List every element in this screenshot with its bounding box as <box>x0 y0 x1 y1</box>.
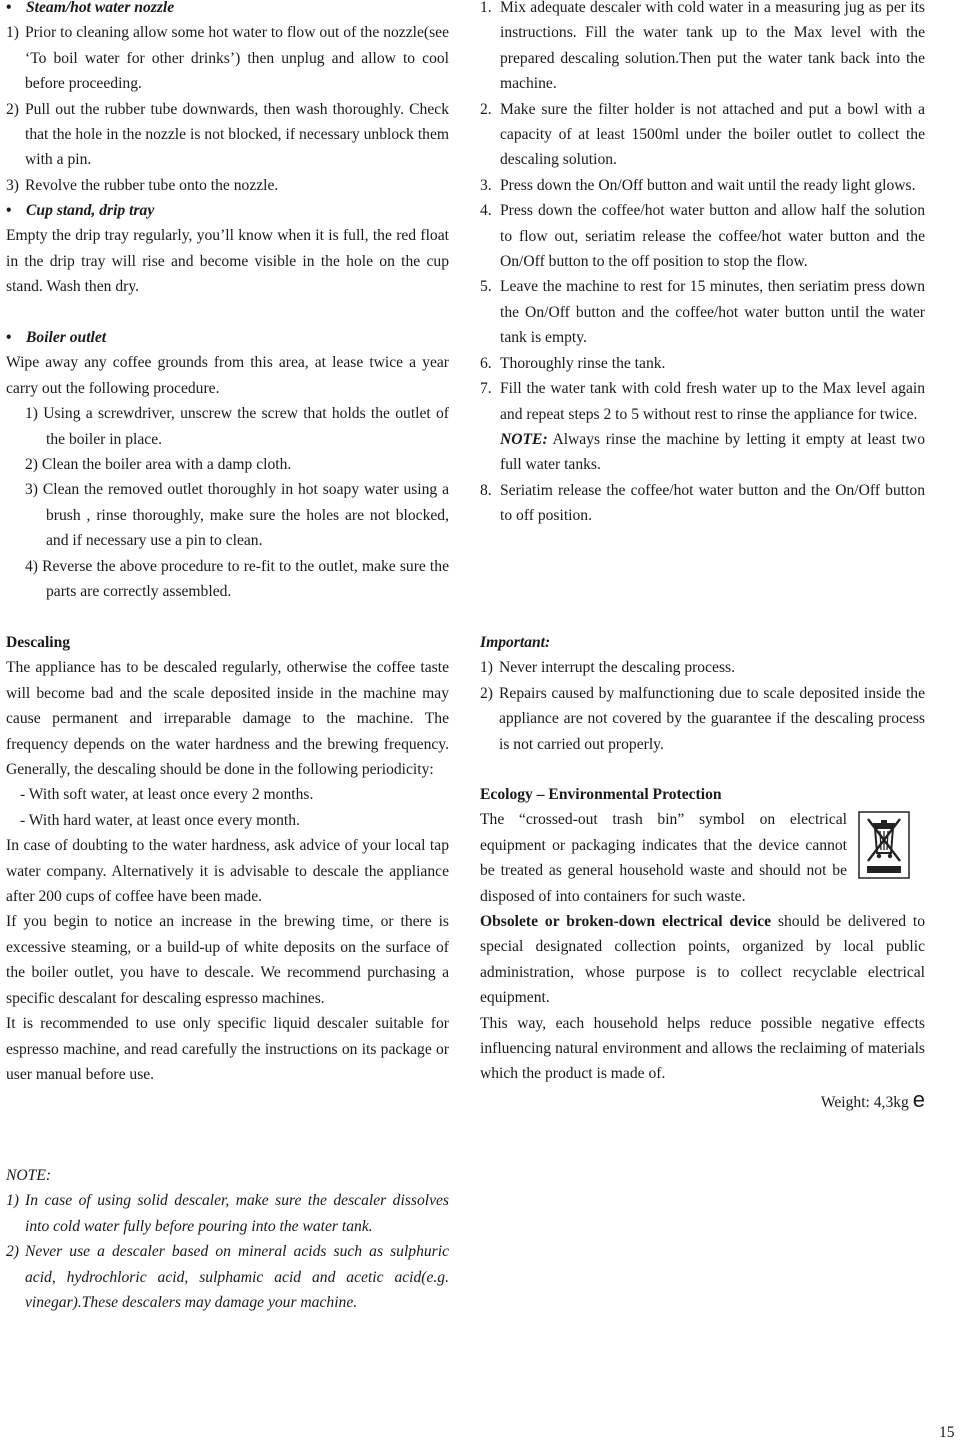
ecology-paragraph-2 <box>480 909 925 1011</box>
weight-text: Weight: 4,3kg <box>820 1093 909 1111</box>
step-text: Press down the On/Off button and wait until the ready light glows. <box>500 176 916 194</box>
important-item-2 <box>480 681 925 757</box>
step-number: 3) <box>6 176 19 194</box>
steam-nozzle-section <box>6 0 449 198</box>
step-number: 8. <box>480 481 492 499</box>
item-text: Repairs caused by malfunctioning due to scale deposited inside the appliance are not covered by the guarantee if the descaling process is not carried out properly. <box>499 684 925 753</box>
weight-mark: e <box>912 1086 925 1112</box>
item-number: 2) <box>480 684 493 702</box>
descaling-item-hard: - With hard water, at least once every month. <box>20 811 300 829</box>
cup-stand-section <box>6 198 449 300</box>
ecology-paragraph-3: This way, each household helps reduce possible negative effects influencing natural environment and allows the reclaiming of materials which the product is made of. <box>480 1014 925 1083</box>
important-item-1 <box>480 655 925 680</box>
weight-line <box>480 1087 925 1115</box>
boiler-step-1: 1) Using a screwdriver, unscrew the screw that holds the outlet of the boiler in place. <box>25 405 449 448</box>
item-text: Never interrupt the descaling process. <box>499 659 735 677</box>
important-title: Important: <box>480 634 551 651</box>
step-text: Fill the water tank with cold fresh water up to the Max level again and repeat steps 2 to 5 without rest to rinse the appliance for twice. <box>500 380 925 423</box>
descaling-step-7 <box>480 376 925 478</box>
ecology-paragraph-2-bold: Obsolete or broken-down electrical device <box>480 913 772 931</box>
boiler-outlet-text: Wipe away any coffee grounds from this area, at lease twice a year carry out the following procedure. <box>6 354 449 397</box>
descaling-step-5 <box>480 274 925 350</box>
note-item-2 <box>6 1239 449 1315</box>
descaling-step-2 <box>480 97 925 173</box>
step-7-note-text: Always rinse the machine by letting it empty at least two full water tanks. <box>500 430 925 474</box>
descaling-paragraph-4: It is recommended to use only specific liquid descaler suitable for espresso machine, and read carefully the instructions on its package or user manual before use. <box>6 1015 449 1083</box>
descaling-section <box>6 630 449 1087</box>
step-text: Make sure the filter holder is not attached and put a bowl with a capacity of at least 1500ml under the boiler outlet to collect the descaling solution. <box>500 100 925 169</box>
descaling-item-soft: - With soft water, at least once every 2 months. <box>20 786 314 804</box>
step-7-note <box>500 427 925 478</box>
note-number: 1) <box>6 1192 19 1210</box>
descaling-step-6 <box>480 351 925 376</box>
step-text: Mix adequate descaler with cold water in a measuring jug as per its instructions. Fill the water tank up to the Max level with the prepared descaling solution.Then put the water tank back into the machine. <box>500 0 925 93</box>
cup-stand-title: • Cup stand, drip tray <box>6 198 449 223</box>
step-text: Seriatim release the coffee/hot water button and the On/Off button to off position. <box>500 481 925 525</box>
step-text: Prior to cleaning allow some hot water to flow out of the nozzle(see ‘To boil water for other drinks’) then unplug and allow to cool before proceeding. <box>25 24 449 93</box>
step-number: 4. <box>480 202 492 220</box>
item-number: 1) <box>480 659 493 677</box>
descaling-paragraph-2: In case of doubting to the water hardness, ask advice of your local tap water company. Alternatively it is advisable to descale the appliance after 200 cups of coffee have been made. <box>6 837 449 906</box>
step-number: 5. <box>480 278 492 296</box>
note-title: NOTE: <box>6 1167 52 1184</box>
step-text: Press down the coffee/hot water button and allow half the solution to flow out, seriatim release the coffee/hot water button and the On/Off button to the off position to stop the flow. <box>500 202 925 271</box>
page-number: 15 <box>939 1424 955 1441</box>
ecology-paragraph-2-text: should be delivered to special designated collection points, organized by local public administration, whose purpose is to collect recyclable electrical equipment. <box>480 913 925 1007</box>
descaling-paragraph-1: The appliance has to be descaled regularly, otherwise the coffee taste will become bad and the scale deposited inside in the machine may cause permanent and irreparable damage to the machine. The frequency depends on the water hardness and the brewing frequency. Generally, the descaling should be done in the following periodicity: <box>6 659 449 779</box>
descaling-paragraph-3: If you begin to notice an increase in the brewing time, or there is excessive steaming, or a build-up of white deposits on the surface of the boiler outlet, you have to descale. We recommend purchasing a specific descalant for descaling espresso machines. <box>6 913 449 1007</box>
steam-nozzle-title: • Steam/hot water nozzle <box>6 0 449 20</box>
note-section <box>6 1163 449 1315</box>
ecology-title: Ecology – Environmental Protection <box>480 786 722 803</box>
steam-step-1 <box>6 20 449 96</box>
important-section <box>480 630 925 757</box>
step-text: Leave the machine to rest for 15 minutes, then seriatim press down the On/Off button and the coffee/hot water button until the water tank is empty. <box>500 278 925 347</box>
descaling-step-8 <box>480 478 925 529</box>
boiler-step-2: 2) Clean the boiler area with a damp cloth. <box>25 456 292 474</box>
crossed-out-trash-bin-icon <box>858 811 910 879</box>
step-number: 1. <box>480 0 492 16</box>
steam-step-2 <box>6 97 449 173</box>
note-text: Never use a descaler based on mineral acids such as sulphuric acid, hydrochloric acid, sulphamic acid and acetic acid(e.g. vinegar).These descalers may damage your machine. <box>25 1243 449 1312</box>
step-7-note-label: NOTE: <box>500 430 548 448</box>
step-number: 3. <box>480 176 492 194</box>
step-number: 2) <box>6 100 19 118</box>
step-number: 7. <box>480 380 492 398</box>
descaling-steps <box>480 0 925 529</box>
step-text: Pull out the rubber tube downwards, then wash thoroughly. Check that the hole in the nozzle is not blocked, if necessary unblock them with a pin. <box>25 100 449 169</box>
note-number: 2) <box>6 1243 19 1261</box>
step-text: Thoroughly rinse the tank. <box>500 354 666 372</box>
boiler-outlet-section <box>6 325 449 604</box>
descaling-step-3 <box>480 173 925 198</box>
step-number: 2. <box>480 100 492 118</box>
note-item-1 <box>6 1188 449 1239</box>
step-text: Revolve the rubber tube onto the nozzle. <box>25 176 279 194</box>
cup-stand-text: Empty the drip tray regularly, you’ll know when it is full, the red float in the drip tray will rise and become visible in the hole on the cup stand. Wash then dry. <box>6 227 449 296</box>
boiler-step-3: 3) Clean the removed outlet thoroughly in hot soapy water using a brush , rinse thoroughly, make sure the holes are not blocked, and if necessary use a pin to clean. <box>25 481 449 550</box>
note-text: In case of using solid descaler, make sure the descaler dissolves into cold water fully before pouring into the water tank. <box>25 1192 449 1235</box>
descaling-title: Descaling <box>6 634 71 651</box>
ecology-paragraph-1-text: The “crossed-out trash bin” symbol on electrical equipment or packaging indicates that the device cannot be treated as general household waste and should not be disposed of into containers for such waste. <box>480 811 847 905</box>
boiler-step-4: 4) Reverse the above procedure to re-fit to the outlet, make sure the parts are correctly assembled. <box>25 557 449 601</box>
steam-step-3 <box>6 173 449 198</box>
step-number: 6. <box>480 354 492 372</box>
boiler-outlet-title: • Boiler outlet <box>6 325 449 350</box>
step-number: 1) <box>6 24 19 42</box>
descaling-step-4 <box>480 198 925 274</box>
descaling-step-1 <box>480 0 925 97</box>
